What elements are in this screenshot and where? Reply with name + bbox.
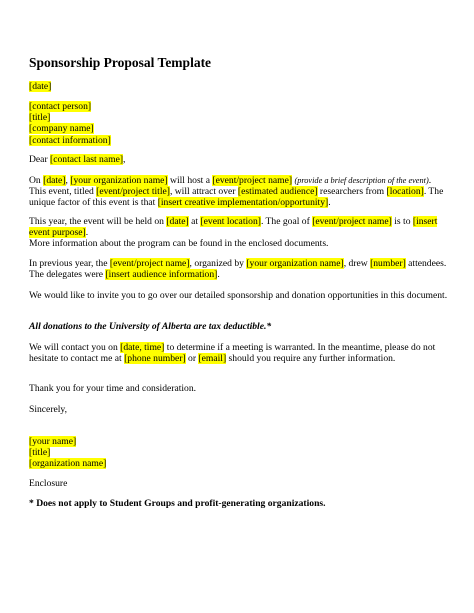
contact-last-name-placeholder: [contact last name] bbox=[50, 154, 124, 165]
text: should you require any further information. bbox=[226, 353, 396, 365]
paragraph-invitation: We would like to invite you to go over our detailed sponsorship and donation opportunities in this document. bbox=[29, 290, 448, 301]
paragraph-contact bbox=[29, 342, 449, 364]
text: . The unique factor of this event is that bbox=[29, 186, 444, 209]
date-time-placeholder: [date, time] bbox=[120, 342, 165, 353]
creative-placeholder: [insert creative implementation/opportunity] bbox=[157, 197, 329, 209]
event-name-placeholder: [event/project name] bbox=[312, 216, 392, 227]
document-title: Sponsorship Proposal Template bbox=[29, 55, 212, 70]
recipient-block bbox=[29, 101, 449, 146]
text: , will attract over bbox=[169, 186, 238, 198]
enclosure-line: Enclosure bbox=[29, 478, 68, 489]
text: , organized by bbox=[189, 258, 247, 269]
paragraph-event-goal bbox=[29, 216, 449, 250]
text: . bbox=[328, 197, 331, 209]
organization-placeholder: [your organization name] bbox=[70, 175, 168, 186]
date-placeholder: [date] bbox=[29, 81, 52, 92]
event-location-placeholder: [event location] bbox=[200, 216, 261, 227]
text: . This event, titled bbox=[29, 175, 432, 198]
number-placeholder: [number] bbox=[370, 258, 406, 269]
paragraph-event-intro bbox=[29, 175, 449, 209]
your-name-placeholder: [your name] bbox=[29, 436, 77, 447]
audience-placeholder: [estimated audience] bbox=[237, 186, 318, 198]
text: will host a bbox=[167, 175, 213, 186]
salutation-comma: , bbox=[123, 154, 126, 165]
text: , bbox=[65, 175, 71, 186]
text: or bbox=[185, 353, 199, 365]
event-purpose-placeholder: [insert event purpose] bbox=[29, 216, 438, 239]
text: We will contact you on bbox=[29, 342, 121, 353]
company-name-placeholder: [company name] bbox=[29, 123, 94, 135]
text: at bbox=[188, 216, 201, 227]
donations-statement: All donations to the University of Alberta are tax deductible.* bbox=[29, 321, 272, 332]
thank-you-line: Thank you for your time and consideration. bbox=[29, 383, 197, 394]
signature-block bbox=[29, 436, 449, 470]
date-placeholder: [date] bbox=[43, 175, 66, 186]
date-line bbox=[29, 81, 449, 92]
salutation bbox=[29, 154, 449, 165]
text: . bbox=[217, 269, 220, 281]
text: This year, the event will be held on bbox=[29, 216, 167, 227]
text: is to bbox=[391, 216, 413, 227]
closing-line: Sincerely, bbox=[29, 404, 68, 415]
event-name-placeholder: [event/project name] bbox=[212, 175, 293, 186]
paragraph-previous-year bbox=[29, 258, 449, 280]
footnote: * Does not apply to Student Groups and profit-generating organizations. bbox=[29, 498, 326, 509]
description-instruction: (provide a brief description of the event) bbox=[294, 176, 429, 185]
contact-title-placeholder: [title] bbox=[29, 112, 51, 124]
text: On bbox=[29, 175, 44, 186]
location-placeholder: [location] bbox=[386, 186, 424, 198]
email-placeholder: [email] bbox=[198, 353, 227, 365]
text: In previous year, the bbox=[29, 258, 110, 269]
text: to determine if a meeting is warranted. In the meantime, please do not hesitate to contact me at bbox=[29, 342, 436, 365]
audience-information-placeholder: [insert audience information] bbox=[105, 269, 218, 281]
organization-name-placeholder: [organization name] bbox=[29, 458, 107, 470]
text: attendees. The delegates were bbox=[29, 258, 447, 281]
more-information-text: More information about the program can be found in the enclosed documents. bbox=[29, 238, 329, 250]
contact-information-placeholder: [contact information] bbox=[29, 134, 111, 146]
event-name-placeholder: [event/project name] bbox=[109, 258, 190, 269]
text: , drew bbox=[343, 258, 371, 269]
contact-person-placeholder: [contact person] bbox=[29, 101, 92, 112]
text: researchers from bbox=[317, 186, 387, 198]
salutation-text: Dear bbox=[29, 154, 51, 165]
event-title-placeholder: [event/project title] bbox=[96, 186, 170, 198]
text: . bbox=[85, 227, 89, 239]
phone-placeholder: [phone number] bbox=[124, 353, 186, 365]
organization-placeholder: [your organization name] bbox=[246, 258, 344, 269]
signature-title-placeholder: [title] bbox=[29, 447, 51, 459]
text: . The goal of bbox=[260, 216, 313, 227]
date-placeholder: [date] bbox=[166, 216, 189, 227]
